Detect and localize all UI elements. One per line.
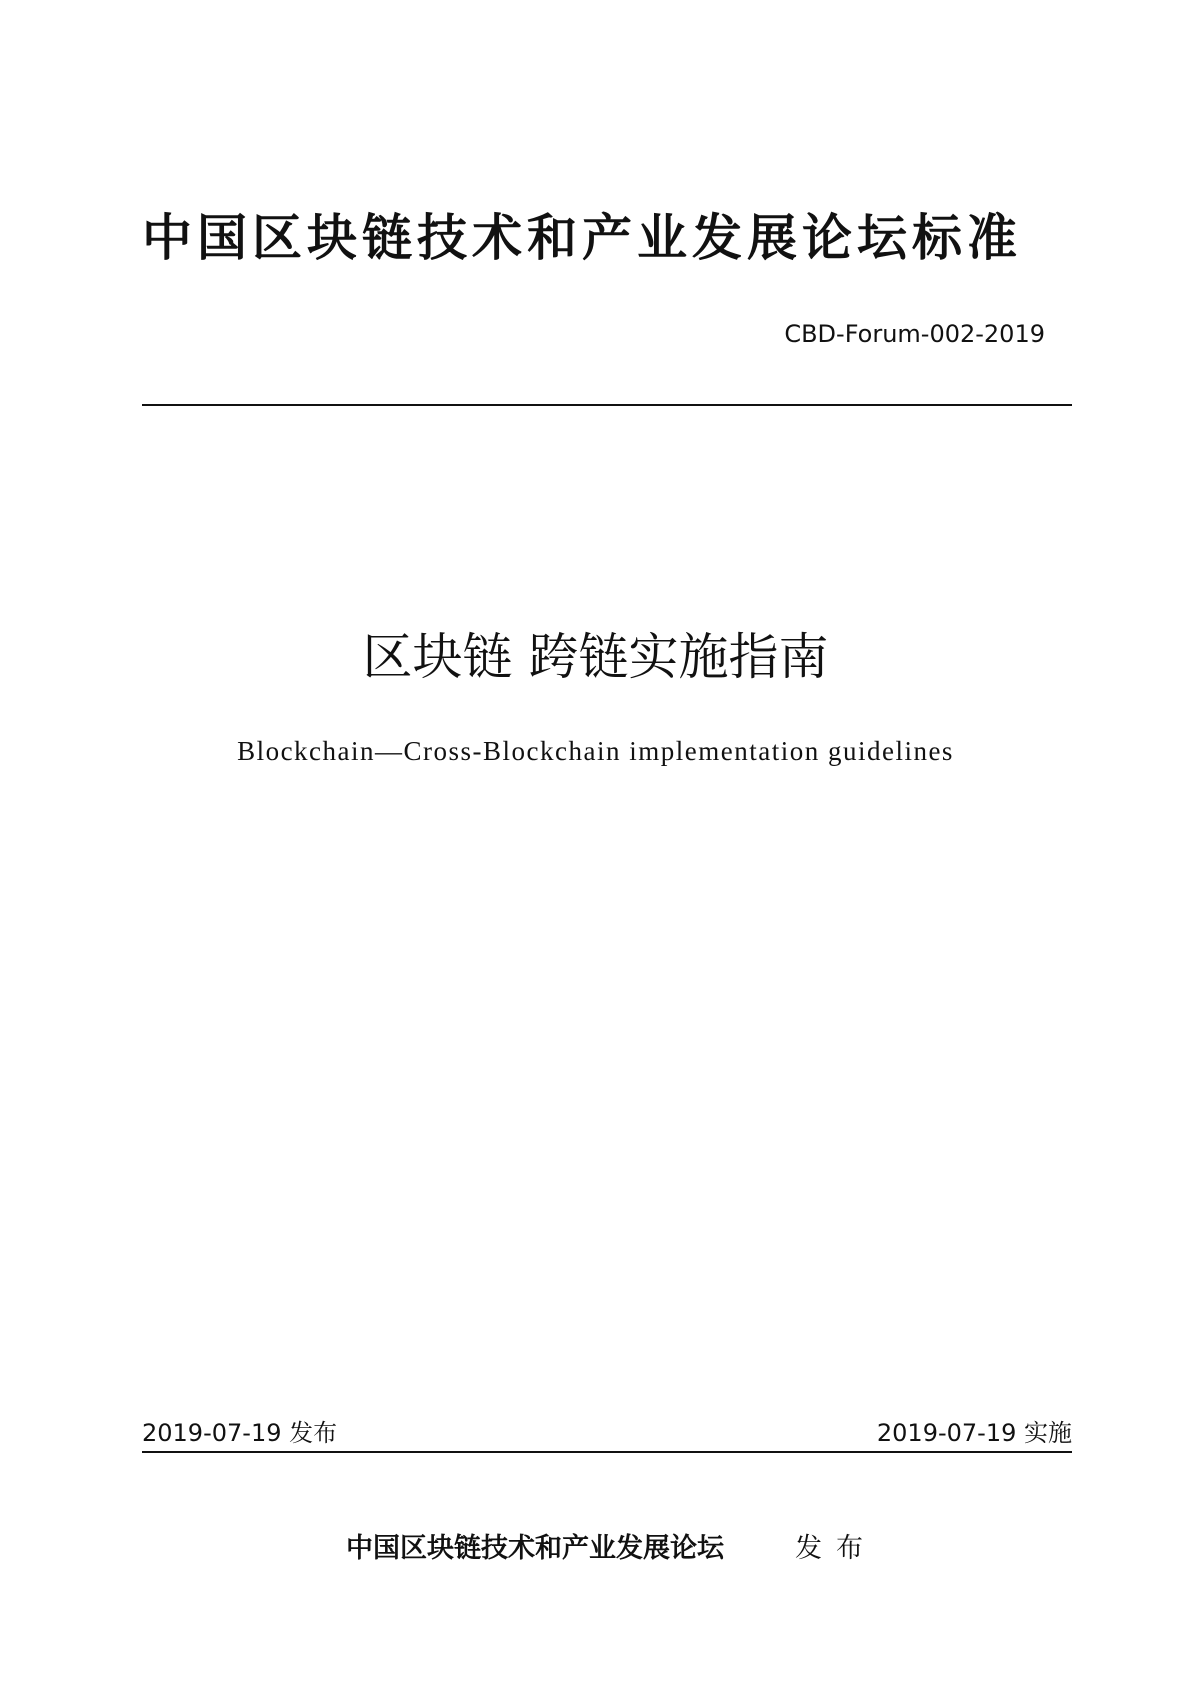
top-divider <box>142 404 1072 406</box>
organization-standard-title: 中国区块链技术和产业发展论坛标准 <box>142 209 1022 267</box>
document-title-zh: 区块链 跨链实施指南 <box>362 628 829 686</box>
bottom-divider <box>142 1451 1072 1453</box>
implement-date: 2019-07-19 实施 <box>876 1419 1072 1447</box>
issuing-organization: 中国区块链技术和产业发展论坛 <box>346 1533 724 1564</box>
date-row <box>142 1417 1072 1449</box>
issue-label: 发布 <box>795 1533 877 1564</box>
publish-date: 2019-07-19 发布 <box>142 1419 338 1447</box>
standard-code: CBD-Forum-002-2019 <box>784 320 1045 348</box>
document-title-en: Blockchain—Cross-Blockchain implementation guidelines <box>237 736 954 766</box>
